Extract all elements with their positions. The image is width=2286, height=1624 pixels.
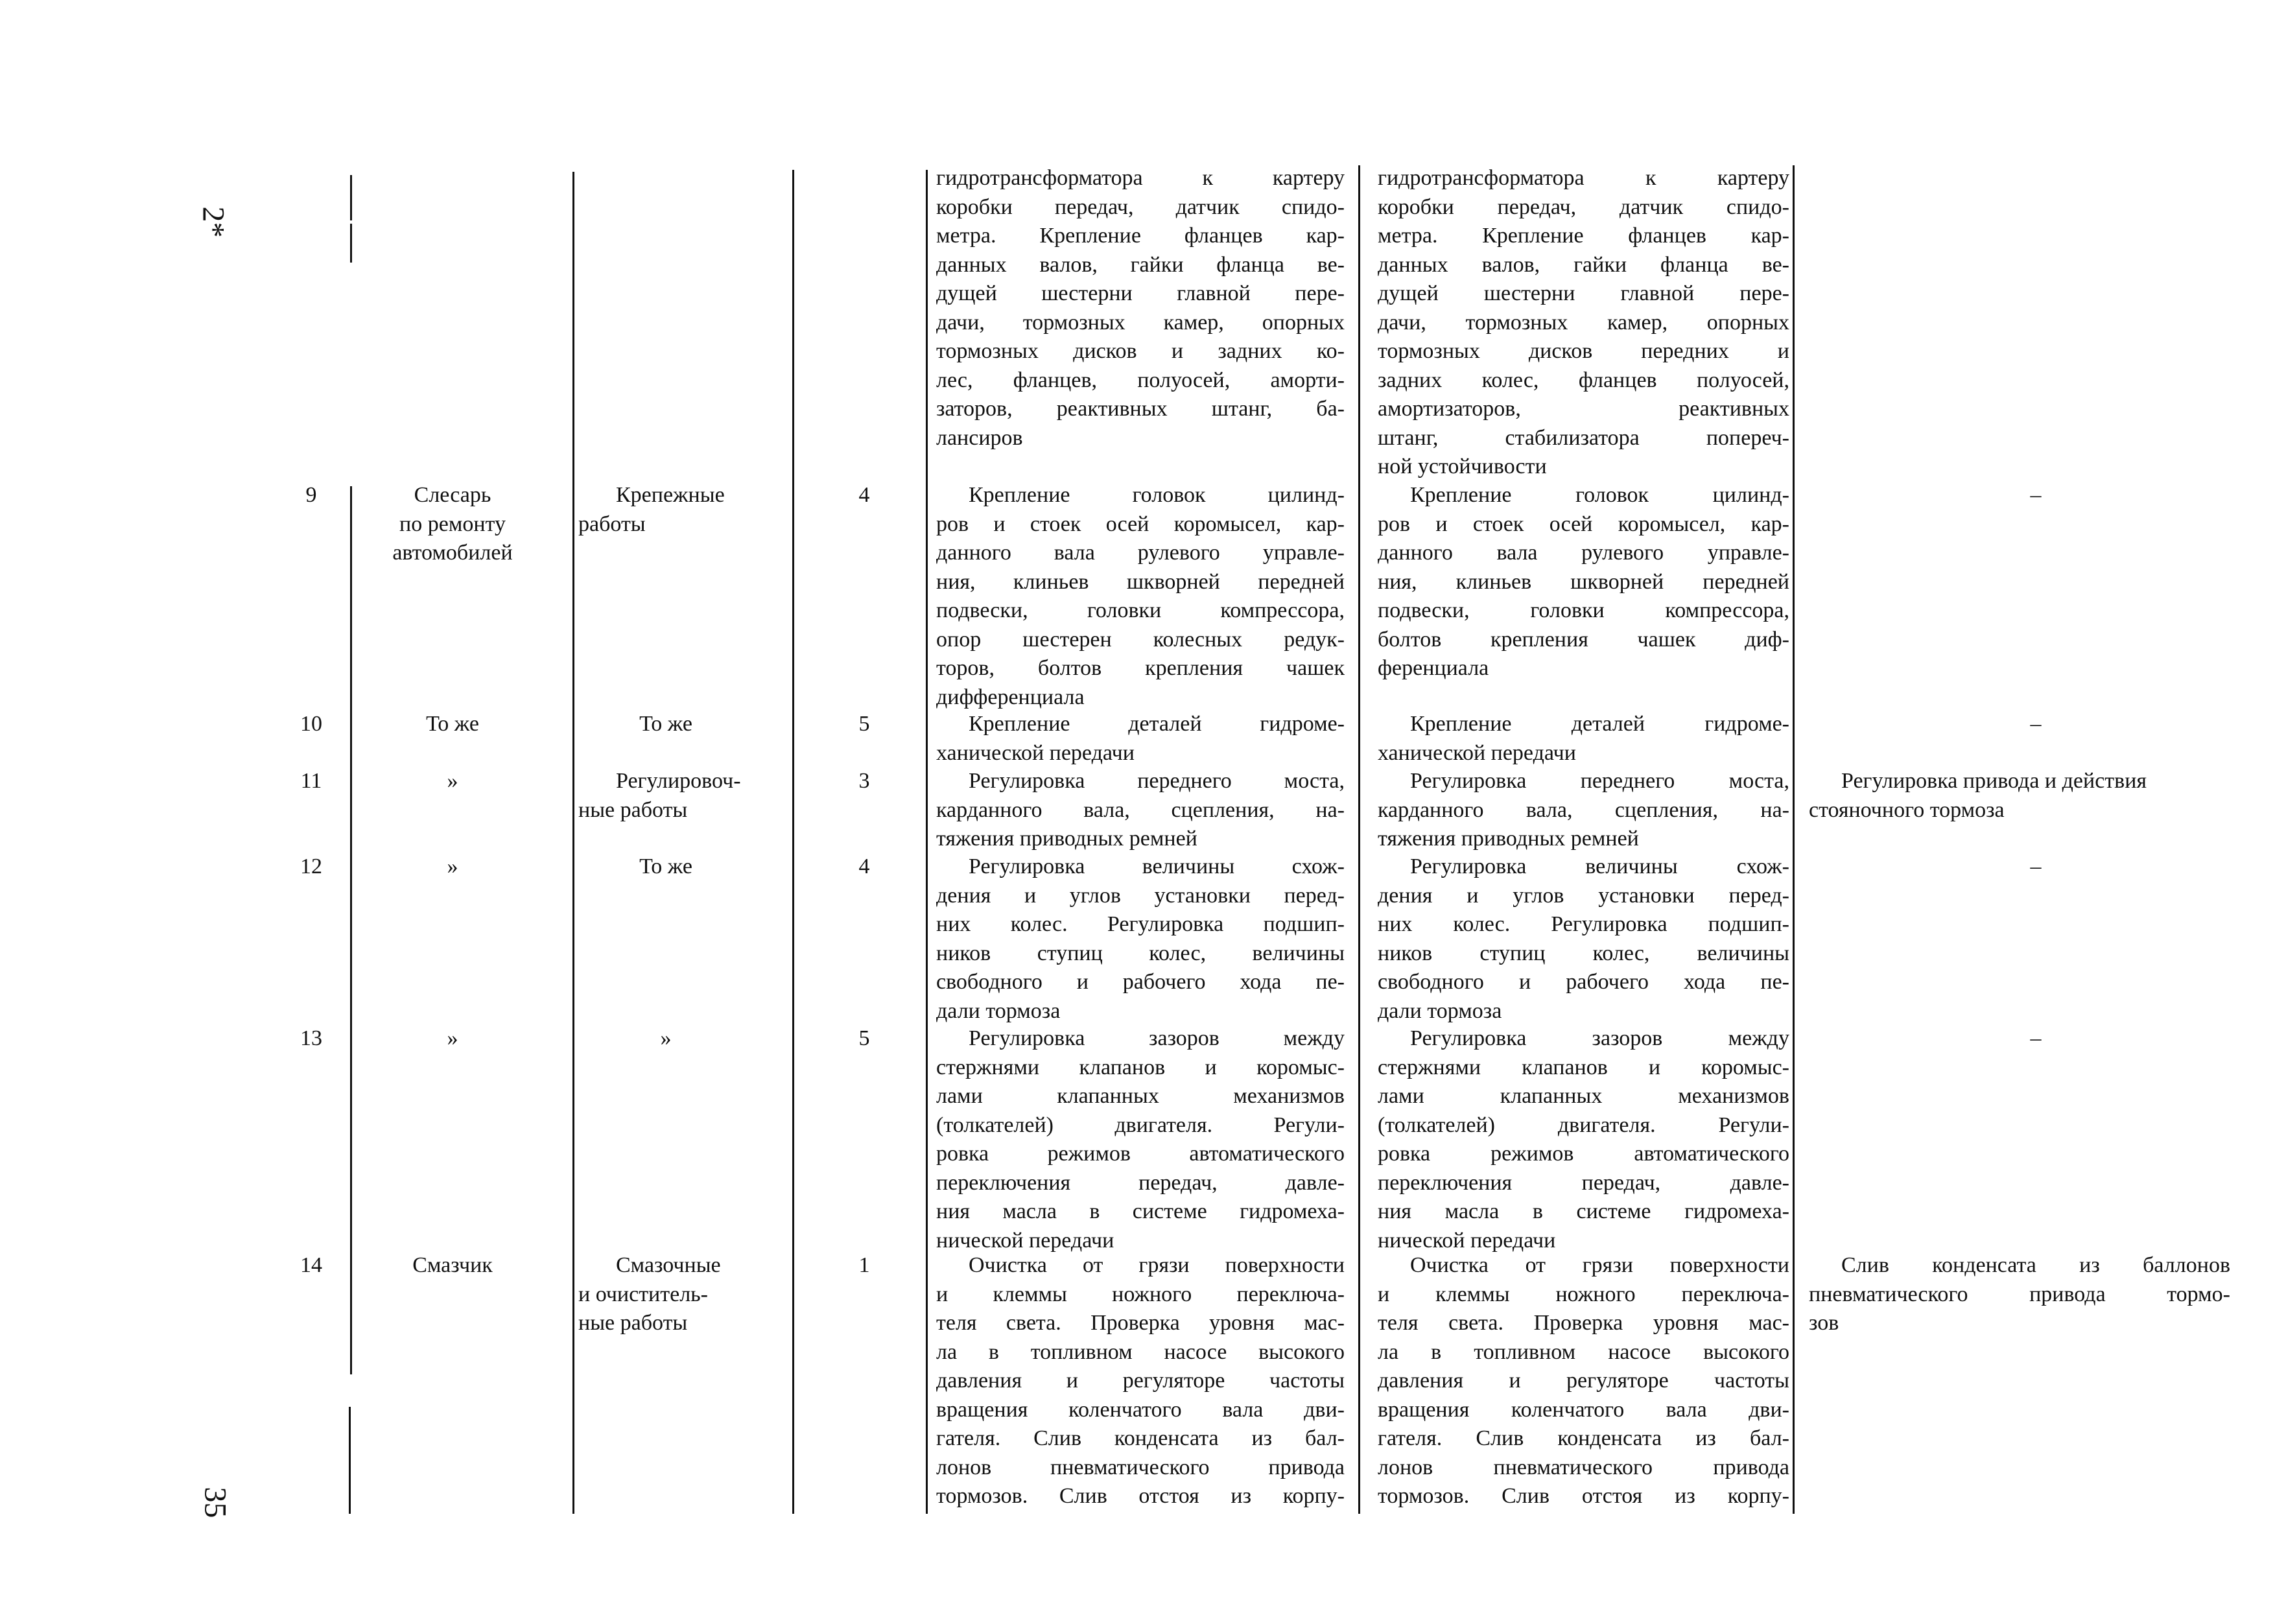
- specialization-text-2: [1378, 1024, 1789, 1255]
- text-line: тормозных дисков и задних ко-: [936, 339, 1345, 363]
- text-line: подвески, головки компрессора,: [936, 598, 1345, 622]
- work-type-cell: [578, 1024, 753, 1053]
- rule-col1-left-d: [349, 1407, 351, 1514]
- text-line: Слив конденсата из баллонов: [1841, 1253, 2230, 1277]
- text-line: ровка режимов автоматического: [1378, 1142, 1789, 1166]
- text-line: болтов крепления чашек диф-: [1378, 627, 1789, 652]
- text-line: »: [447, 769, 458, 793]
- text-line: ла в топливном насосе высокого: [936, 1339, 1345, 1364]
- text-line: дения и углов установки перед-: [1378, 883, 1789, 908]
- text-line: подвески, головки компрессора,: [1378, 598, 1789, 622]
- text-line: То же: [639, 854, 692, 878]
- specialization-text-2: [1378, 481, 1789, 683]
- text-line: Регулировка переднего моста,: [969, 769, 1345, 793]
- text-line: и очиститель-: [578, 1282, 708, 1306]
- text-line: ла в топливном насосе высокого: [1378, 1339, 1789, 1364]
- text-line: вращения коленчатого вала дви-: [936, 1397, 1345, 1422]
- specialization-text: [936, 481, 1345, 712]
- text-line: ровка режимов автоматического: [936, 1142, 1345, 1166]
- specialization-text: [936, 767, 1345, 854]
- text-line: задних колес, фланцев полуосей,: [1378, 368, 1789, 392]
- text-line: Крепление головок цилинд-: [1410, 483, 1789, 507]
- text-line: Крепление деталей гидроме-: [1410, 712, 1789, 736]
- text-line: ханической передачи: [936, 740, 1135, 765]
- text-line: них колес. Регулировка подшип-: [936, 912, 1345, 936]
- text-line: карданного вала, сцепления, на-: [936, 797, 1345, 822]
- text-line: вращения коленчатого вала дви-: [1378, 1397, 1789, 1422]
- text-line: торов, болтов крепления чашек: [936, 656, 1345, 680]
- specialization-text: [936, 1024, 1345, 1255]
- text-line: заторов, реактивных штанг, ба-: [936, 397, 1345, 421]
- work-type-cell: [578, 767, 799, 825]
- text-line: Крепление головок цилинд-: [969, 483, 1345, 507]
- text-line: данного вала рулевого управле-: [1378, 541, 1789, 565]
- text-line: ников ступиц колес, величины: [1378, 941, 1789, 965]
- extra-work-cell: [1809, 481, 2263, 510]
- grade-cell: 4: [858, 854, 870, 878]
- grade-cell: 1: [858, 1253, 870, 1277]
- text-line: тормозов. Слив отстоя из корпу-: [936, 1484, 1345, 1508]
- text-line: лами клапанных механизмов: [1378, 1084, 1789, 1108]
- text-line: Смазчик: [412, 1253, 493, 1277]
- row-number: 12: [300, 854, 322, 878]
- text-line: метра. Крепление фланцев кар-: [936, 224, 1345, 248]
- intro-specialization-text: [936, 164, 1345, 453]
- extra-work-cell: [1809, 853, 2263, 882]
- text-line: метра. Крепление фланцев кар-: [1378, 224, 1789, 248]
- dash-mark: –: [2030, 712, 2042, 736]
- text-line: карданного вала, сцепления, на-: [1378, 797, 1789, 822]
- text-line: ференциала: [1378, 656, 1489, 680]
- text-line: дали тормоза: [936, 998, 1061, 1023]
- specialization-text: [936, 1251, 1345, 1511]
- text-line: Регулировка величины схож-: [1410, 854, 1789, 878]
- row-number: 11: [300, 769, 322, 793]
- dash-mark: –: [2030, 1026, 2042, 1050]
- specialization-text-2: [1378, 1251, 1789, 1511]
- text-line: ров и стоек осей коромысел, кар-: [1378, 512, 1789, 536]
- page-number: 35: [198, 1487, 233, 1518]
- text-line: Очистка от грязи поверхности: [1410, 1253, 1789, 1277]
- text-line: теля света. Проверка уровня мас-: [1378, 1311, 1789, 1335]
- text-line: гидротрансформатора к картеру: [1378, 166, 1789, 190]
- text-line: переключения передач, давле-: [936, 1170, 1345, 1195]
- text-line: стояночного тормоза: [1809, 797, 2005, 822]
- text-line: работы: [578, 512, 646, 536]
- text-line: тормозов. Слив отстоя из корпу-: [1378, 1484, 1789, 1508]
- text-line: нической передачи: [1378, 1228, 1556, 1253]
- text-line: автомобилей: [392, 541, 513, 565]
- specialization-text: [936, 853, 1345, 1026]
- text-line: и клеммы ножного переключа-: [1378, 1282, 1789, 1306]
- grade-cell: 5: [858, 712, 870, 736]
- text-line: нической передачи: [936, 1228, 1114, 1253]
- text-line: Очистка от грязи поверхности: [969, 1253, 1345, 1277]
- text-line: ния масла в системе гидромеха-: [936, 1199, 1345, 1223]
- text-line: Регулировоч-: [616, 769, 741, 793]
- rule-col1-left-a: [350, 175, 352, 220]
- text-line: ханической передачи: [1378, 740, 1576, 765]
- grade-cell: 5: [858, 1026, 870, 1050]
- specialization-text-2: [1378, 710, 1789, 768]
- text-line: гидротрансформатора к картеру: [936, 166, 1345, 190]
- rule-col1-left-b: [350, 224, 352, 263]
- text-line: давления и регуляторе частоты: [1378, 1369, 1789, 1393]
- text-line: свободного и рабочего хода пе-: [936, 970, 1345, 994]
- rule-col6-left: [1793, 165, 1795, 1514]
- text-line: Крепежные: [616, 483, 725, 507]
- text-line: них колес. Регулировка подшип-: [1378, 912, 1789, 936]
- profession-cell: [355, 1024, 550, 1053]
- text-line: данных валов, гайки фланца ве-: [936, 252, 1345, 277]
- text-line: Крепление деталей гидроме-: [969, 712, 1345, 736]
- work-type-cell: [578, 1251, 799, 1338]
- text-line: »: [447, 854, 458, 878]
- row-number: 14: [300, 1253, 322, 1277]
- dash-mark: –: [2030, 483, 2042, 507]
- grade-cell: 4: [858, 483, 870, 507]
- work-type-cell: [578, 853, 753, 882]
- grade-cell: 3: [858, 769, 870, 793]
- text-line: ников ступиц колес, величины: [936, 941, 1345, 965]
- text-line: ния масла в системе гидромеха-: [1378, 1199, 1789, 1223]
- text-line: ния, клиньев шкворней передней: [936, 569, 1345, 594]
- row-number: 13: [300, 1026, 322, 1050]
- profession-cell: [355, 1251, 550, 1280]
- text-line: лонов пневматического привода: [936, 1455, 1345, 1479]
- text-line: (толкателей) двигателя. Регули-: [1378, 1112, 1789, 1137]
- text-line: гателя. Слив конденсата из бал-: [936, 1426, 1345, 1450]
- rule-col2-left: [572, 172, 574, 1514]
- profession-cell: [355, 853, 550, 882]
- text-line: теля света. Проверка уровня мас-: [936, 1311, 1345, 1335]
- text-line: тормозных дисков передних и: [1378, 339, 1789, 363]
- text-line: дения и углов установки перед-: [936, 883, 1345, 908]
- row-number: 9: [305, 483, 317, 507]
- text-line: ния, клиньев шкворней передней: [1378, 569, 1789, 594]
- text-line: То же: [639, 712, 692, 736]
- extra-work-cell: [1809, 1251, 2230, 1338]
- text-line: по ремонту: [399, 512, 506, 536]
- specialization-text: [936, 710, 1345, 768]
- text-line: данных валов, гайки фланца ве-: [1378, 252, 1789, 277]
- text-line: дущей шестерни главной пере-: [936, 281, 1345, 305]
- text-line: Слесарь: [414, 483, 491, 507]
- text-line: Регулировка зазоров между: [1410, 1026, 1789, 1050]
- text-line: и клеммы ножного переключа-: [936, 1282, 1345, 1306]
- text-line: дачи, тормозных камер, опорных: [1378, 310, 1789, 335]
- extra-work-cell: [1809, 1024, 2263, 1053]
- text-line: данного вала рулевого управле-: [936, 541, 1345, 565]
- text-line: пневматического привода тормо-: [1809, 1282, 2230, 1306]
- top-margin-mark: 2*: [196, 206, 231, 238]
- text-line: гателя. Слив конденсата из бал-: [1378, 1426, 1789, 1450]
- text-line: ной устойчивости: [1378, 454, 1547, 478]
- specialization-text-2: [1378, 767, 1789, 854]
- text-line: зов: [1809, 1311, 1839, 1335]
- extra-work-cell: [1809, 767, 2263, 825]
- text-line: Смазочные: [616, 1253, 721, 1277]
- text-line: »: [447, 1026, 458, 1050]
- text-line: Регулировка величины схож-: [969, 854, 1345, 878]
- profession-cell: [355, 767, 550, 796]
- profession-cell: [355, 481, 550, 568]
- row-number: 10: [300, 712, 322, 736]
- text-line: ные работы: [578, 797, 688, 822]
- specialization-text-2: [1378, 853, 1789, 1026]
- work-type-cell: [578, 481, 799, 539]
- text-line: лес, фланцев, полуосей, аморти-: [936, 368, 1345, 392]
- text-line: дачи, тормозных камер, опорных: [936, 310, 1345, 335]
- text-line: стержнями клапанов и коромыс-: [936, 1055, 1345, 1079]
- text-line: переключения передач, давле-: [1378, 1170, 1789, 1195]
- text-line: дущей шестерни главной пере-: [1378, 281, 1789, 305]
- text-line: ров и стоек осей коромысел, кар-: [936, 512, 1345, 536]
- text-line: лами клапанных механизмов: [936, 1084, 1345, 1108]
- text-line: тяжения приводных ремней: [1378, 827, 1639, 851]
- dash-mark: –: [2030, 854, 2042, 878]
- text-line: дали тормоза: [1378, 998, 1502, 1023]
- work-type-cell: [578, 710, 753, 739]
- text-line: дифференциала: [936, 685, 1085, 709]
- profession-cell: [355, 710, 550, 739]
- text-line: амортизаторов, реактивных: [1378, 397, 1789, 421]
- rule-col5-left: [1358, 165, 1360, 1514]
- text-line: лонов пневматического привода: [1378, 1455, 1789, 1479]
- text-line: коробки передач, датчик спидо-: [936, 194, 1345, 219]
- text-line: Регулировка привода и действия: [1841, 769, 2147, 793]
- text-line: опор шестерен колесных редук-: [936, 627, 1345, 652]
- text-line: штанг, стабилизатора попереч-: [1378, 425, 1789, 450]
- text-line: Регулировка зазоров между: [969, 1026, 1345, 1050]
- text-line: коробки передач, датчик спидо-: [1378, 194, 1789, 219]
- text-line: ные работы: [578, 1311, 688, 1335]
- rule-col1-left-c: [350, 486, 352, 1374]
- intro-specialization-text-2: [1378, 164, 1789, 482]
- text-line: (толкателей) двигателя. Регули-: [936, 1112, 1345, 1137]
- text-line: »: [660, 1026, 672, 1050]
- text-line: лансиров: [936, 425, 1023, 450]
- text-line: То же: [426, 712, 479, 736]
- rule-col4-left: [926, 170, 928, 1514]
- text-line: Регулировка переднего моста,: [1410, 769, 1789, 793]
- text-line: стержнями клапанов и коромыс-: [1378, 1055, 1789, 1079]
- text-line: тяжения приводных ремней: [936, 827, 1197, 851]
- text-line: давления и регуляторе частоты: [936, 1369, 1345, 1393]
- text-line: свободного и рабочего хода пе-: [1378, 970, 1789, 994]
- extra-work-cell: [1809, 710, 2263, 739]
